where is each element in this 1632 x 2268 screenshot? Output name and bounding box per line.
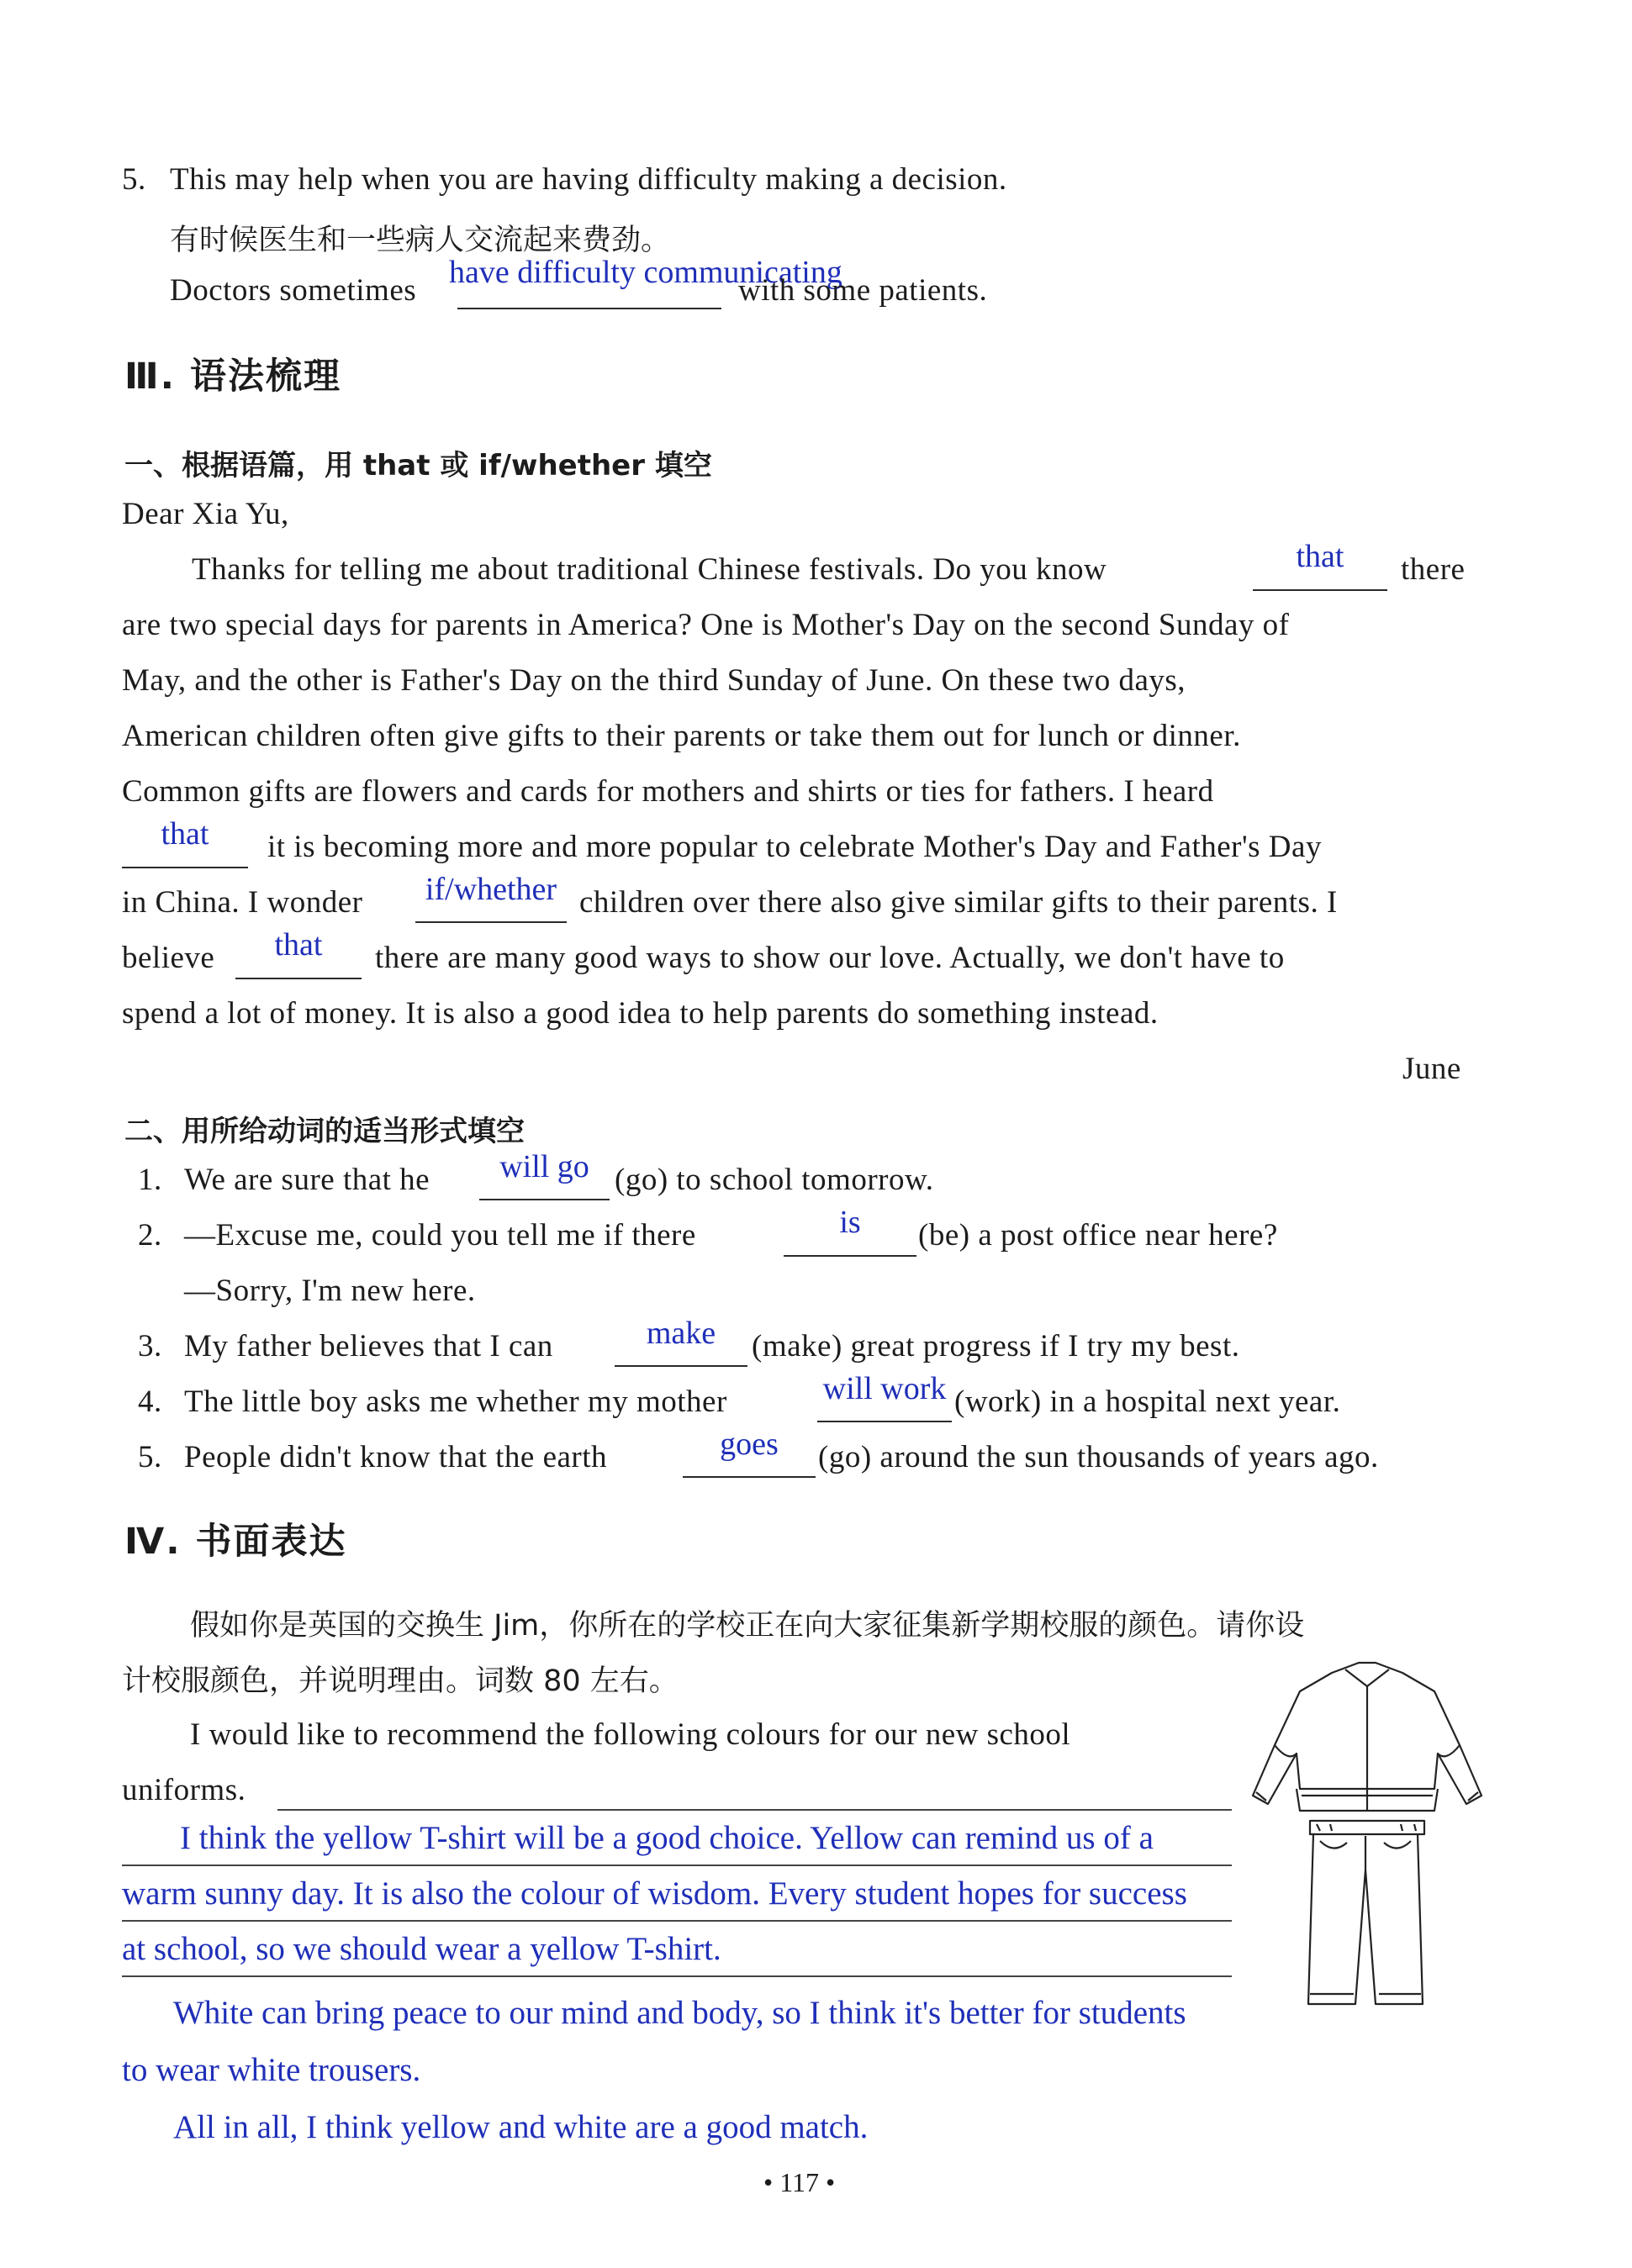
answer-blank xyxy=(817,1421,952,1422)
answer-blank xyxy=(122,867,248,868)
answer-blank xyxy=(683,1476,816,1478)
letter-signature: June xyxy=(1402,1052,1461,1086)
page-sheet xyxy=(24,22,1608,2250)
writing-line xyxy=(122,1865,1232,1866)
essay-line: All in all, I think yellow and white are a good match. xyxy=(173,2109,869,2145)
answer-blank xyxy=(457,308,721,309)
letter-line: American children often give gifts to their parents or take them out for lunch or dinner. xyxy=(122,719,1241,753)
item-sentence-en: This may help when you are having difficulty making a decision. xyxy=(170,162,1007,197)
essay-line: I think the yellow T-shirt will be a good choice. Yellow can remind us of a xyxy=(180,1820,1154,1856)
item-text: —Sorry, I'm new here. xyxy=(184,1274,476,1308)
essay-line: at school, so we should wear a yellow T-shirt. xyxy=(122,1931,721,1967)
writing-start: I would like to recommend the following colours for our new school xyxy=(190,1717,1071,1752)
jacket-icon xyxy=(1253,1663,1481,1811)
handwritten-answer: goes xyxy=(720,1427,779,1462)
letter-greeting: Dear Xia Yu, xyxy=(122,497,289,531)
item-text: (work) in a hospital next year. xyxy=(954,1385,1341,1419)
letter-line: are two special days for parents in America? One is Mother's Day on the second Sunday of xyxy=(122,608,1290,642)
handwritten-answer: have difficulty communicating xyxy=(449,255,842,290)
letter-line: Common gifts are flowers and cards for mothers and shirts or ties for fathers. I heard xyxy=(122,774,1214,809)
handwritten-answer: that xyxy=(274,927,323,963)
letter-line: children over there also give similar gifts to their parents. I xyxy=(579,885,1338,920)
essay-line: warm sunny day. It is also the colour of wisdom. Every student hopes for success xyxy=(122,1875,1187,1912)
page-number: • 117 • xyxy=(763,2167,836,2197)
section-title: Ⅲ. 语法梳理 xyxy=(124,356,341,398)
handwritten-answer: will work xyxy=(822,1371,947,1406)
item-suffix: with some patients. xyxy=(738,273,988,308)
writing-line xyxy=(277,1809,1232,1811)
sub-heading: 二、用所给动词的适当形式填空 xyxy=(124,1115,525,1148)
item-text: (go) around the sun thousands of years ago. xyxy=(818,1440,1379,1474)
item-text: —Excuse me, could you tell me if there xyxy=(184,1218,696,1253)
handwritten-answer: that xyxy=(1296,539,1344,574)
essay-line: White can bring peace to our mind and body, so I think it's better for students xyxy=(173,1995,1186,2031)
item-number: 4. xyxy=(138,1385,162,1419)
handwritten-answer: make xyxy=(646,1316,716,1351)
handwritten-answer: is xyxy=(839,1205,861,1240)
item-text: We are sure that he xyxy=(184,1163,430,1197)
letter-line-end: there xyxy=(1401,552,1466,587)
letter-line: May, and the other is Father's Day on the third Sunday of June. On these two days, xyxy=(122,663,1186,698)
letter-line: it is becoming more and more popular to celebrate Mother's Day and Father's Day xyxy=(267,830,1322,864)
item-text: My father believes that I can xyxy=(184,1329,553,1363)
writing-line xyxy=(122,1975,1232,1977)
item-number: 3. xyxy=(138,1329,162,1363)
handwritten-answer: will go xyxy=(499,1149,589,1184)
answer-blank xyxy=(415,921,567,923)
writing-prompt: 计校服颜色，并说明理由。词数 80 左右。 xyxy=(122,1664,679,1698)
answer-blank xyxy=(615,1365,747,1367)
item-number: 2. xyxy=(138,1218,162,1253)
letter-line: there are many good ways to show our love. Actually, we don't have to xyxy=(375,941,1285,975)
writing-start: uniforms. xyxy=(122,1773,246,1807)
item-text: (go) to school tomorrow. xyxy=(615,1163,934,1197)
letter-line: believe xyxy=(122,941,215,975)
answer-blank xyxy=(479,1199,610,1200)
uniform-illustration xyxy=(1233,1644,1502,2023)
item-number: 5. xyxy=(138,1440,162,1474)
writing-line xyxy=(122,1920,1232,1922)
essay-line: to wear white trousers. xyxy=(122,2052,421,2088)
sub-heading: 一、根据语篇，用 that 或 if/whether 填空 xyxy=(124,449,712,483)
letter-line: Thanks for telling me about traditional Chinese festivals. Do you know xyxy=(192,552,1107,587)
letter-line: spend a lot of money. It is also a good idea to help parents do something instead. xyxy=(122,996,1159,1031)
item-number: 1. xyxy=(138,1163,162,1197)
answer-blank xyxy=(235,978,362,979)
item-number: 5. xyxy=(122,162,146,197)
item-text: (be) a post office near here? xyxy=(918,1218,1278,1253)
answer-blank xyxy=(784,1255,916,1257)
handwritten-answer: if/whether xyxy=(425,872,557,907)
letter-line: in China. I wonder xyxy=(122,885,363,920)
handwritten-answer: that xyxy=(161,816,209,852)
answer-blank xyxy=(1253,589,1387,591)
item-sentence-cn: 有时候医生和一些病人交流起来费劲。 xyxy=(170,224,671,257)
item-text: (make) great progress if I try my best. xyxy=(752,1329,1240,1363)
item-prefix: Doctors sometimes xyxy=(170,273,417,308)
trousers-icon xyxy=(1308,1821,1424,2004)
item-text: People didn't know that the earth xyxy=(184,1440,608,1474)
writing-prompt: 假如你是英国的交换生 Jim，你所在的学校正在向大家征集新学期校服的颜色。请你设 xyxy=(190,1609,1305,1643)
section-title: Ⅳ. 书面表达 xyxy=(124,1521,347,1563)
item-text: The little boy asks me whether my mother xyxy=(184,1385,727,1419)
